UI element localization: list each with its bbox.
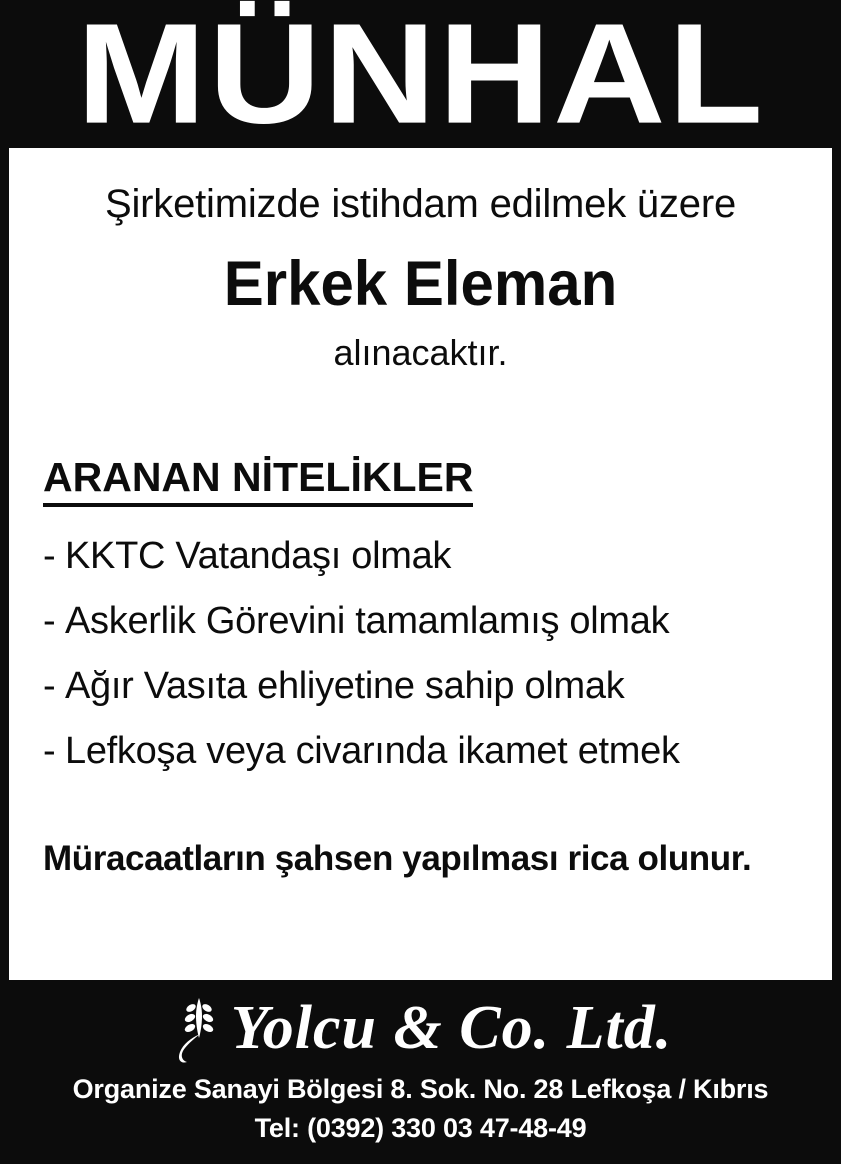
requirement-text: Askerlik Görevini tamamlamış olmak <box>65 600 670 642</box>
intro-text: Şirketimizde istihdam edilmek üzere <box>104 182 736 226</box>
position-headline: Erkek Eleman <box>223 248 618 319</box>
company-name-co: Co. <box>459 994 551 1062</box>
list-item <box>43 535 802 578</box>
wheat-sprig-icon <box>169 994 223 1066</box>
company-name-main: Yolcu <box>230 994 378 1062</box>
bullet-dash: - <box>43 535 56 577</box>
masthead-title: MÜNHAL <box>75 0 766 148</box>
requirements-section-title: ARANAN NİTELİKLER <box>43 454 473 507</box>
closing-note: Müracaatların şahsen yapılması rica olunur. <box>43 839 752 878</box>
company-name-amp: & <box>393 994 443 1062</box>
company-name-ltd: Ltd. <box>566 994 673 1062</box>
footer-block <box>0 980 841 1164</box>
bullet-dash: - <box>43 665 56 707</box>
company-name <box>230 994 673 1062</box>
requirement-text: Ağır Vasıta ehliyetine sahip olmak <box>65 665 625 707</box>
bullet-dash: - <box>43 600 56 642</box>
company-phone: Tel: (0392) 330 03 47-48-49 <box>254 1113 587 1143</box>
list-item <box>43 665 802 708</box>
requirements-list <box>39 535 802 795</box>
requirement-text: KKTC Vatandaşı olmak <box>65 535 452 577</box>
list-item <box>43 600 802 643</box>
requirement-text: Lefkoşa veya civarında ikamet etmek <box>65 730 680 772</box>
company-logo <box>18 992 823 1064</box>
masthead-banner <box>0 0 841 148</box>
ad-body-panel <box>0 148 841 980</box>
position-subline: alınacaktır. <box>333 332 508 373</box>
list-item <box>43 730 802 773</box>
bullet-dash: - <box>43 730 56 772</box>
panel-spacer <box>39 879 802 970</box>
company-address: Organize Sanayi Bölgesi 8. Sok. No. 28 Lefkoşa / Kıbrıs <box>72 1074 769 1104</box>
